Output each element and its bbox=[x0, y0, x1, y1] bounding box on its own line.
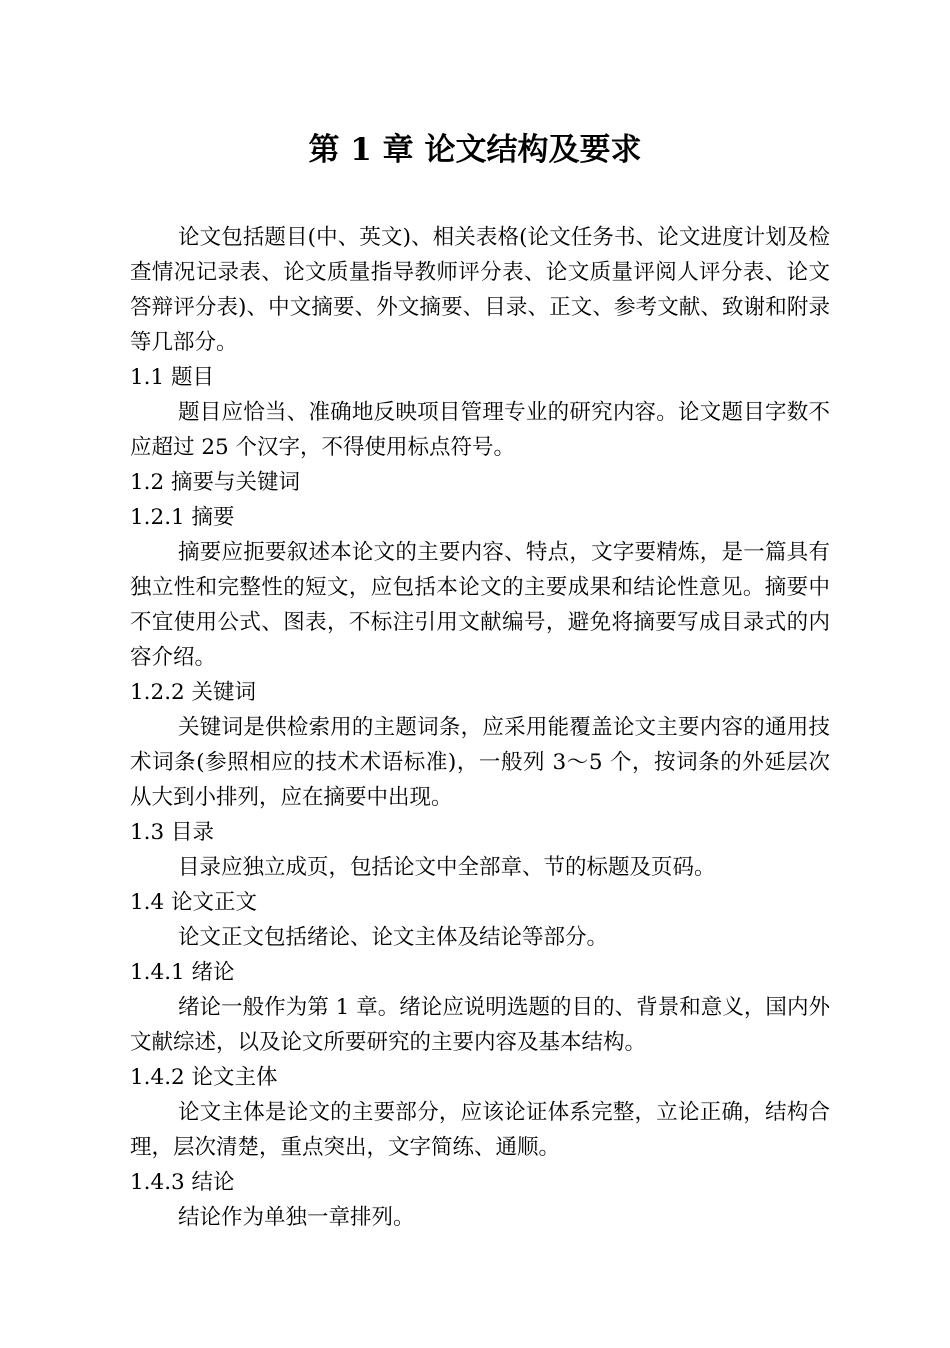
section-heading-1-3: 1.3 目录 bbox=[130, 820, 215, 845]
paragraph-main-body-rules: 论文主体是论文的主要部分，应该论证体系完整，立论正确，结构合理，层次清楚，重点突出，文字简练、通顺。 bbox=[130, 1100, 830, 1160]
chapter-title: 第 1 章 论文结构及要求 bbox=[308, 132, 642, 168]
section-heading-1-1: 1.1 题目 bbox=[130, 365, 215, 390]
paragraph-abstract-rules: 摘要应扼要叙述本论文的主要内容、特点，文字要精炼，是一篇具有独立性和完整性的短文，应包括本论文的主要成果和结论性意见。摘要中不宜使用公式、图表，不标注引用文献编号，避免将摘要写成目录式的内容介绍。 bbox=[130, 540, 830, 670]
paragraph-toc-rules: 目录应独立成页，包括论文中全部章、节的标题及页码。 bbox=[178, 855, 716, 880]
section-heading-1-4: 1.4 论文正文 bbox=[130, 890, 258, 915]
section-heading-1-2: 1.2 摘要与关键词 bbox=[130, 470, 301, 495]
section-heading-1-4-1: 1.4.1 绪论 bbox=[130, 960, 235, 985]
paragraph-conclusion-rules: 结论作为单独一章排列。 bbox=[178, 1205, 415, 1230]
paragraph-title-rules: 题目应恰当、准确地反映项目管理专业的研究内容。论文题目字数不应超过 25 个汉字，不得使用标点符号。 bbox=[130, 400, 830, 460]
document-body bbox=[130, 220, 830, 1235]
paragraph-intro: 论文包括题目(中、英文)、相关表格(论文任务书、论文进度计划及检查情况记录表、论文质量指导教师评分表、论文质量评阅人评分表、论文答辩评分表)、中文摘要、外文摘要、目录、正文、参考文献、致谢和附录等几部分。 bbox=[130, 225, 830, 355]
paragraph-body-overview: 论文正文包括绪论、论文主体及结论等部分。 bbox=[178, 925, 609, 950]
section-heading-1-4-3: 1.4.3 结论 bbox=[130, 1170, 235, 1195]
section-heading-1-2-2: 1.2.2 关键词 bbox=[130, 680, 257, 705]
paragraph-keyword-rules: 关键词是供检索用的主题词条，应采用能覆盖论文主要内容的通用技术词条(参照相应的技术术语标准)，一般列 3～5 个，按词条的外延层次从大到小排列，应在摘要中出现。 bbox=[130, 715, 830, 810]
paragraph-introduction-rules: 绪论一般作为第 1 章。绪论应说明选题的目的、背景和意义，国内外文献综述，以及论文所要研究的主要内容及基本结构。 bbox=[130, 995, 830, 1055]
section-heading-1-2-1: 1.2.1 摘要 bbox=[130, 505, 235, 530]
section-heading-1-4-2: 1.4.2 论文主体 bbox=[130, 1065, 278, 1090]
